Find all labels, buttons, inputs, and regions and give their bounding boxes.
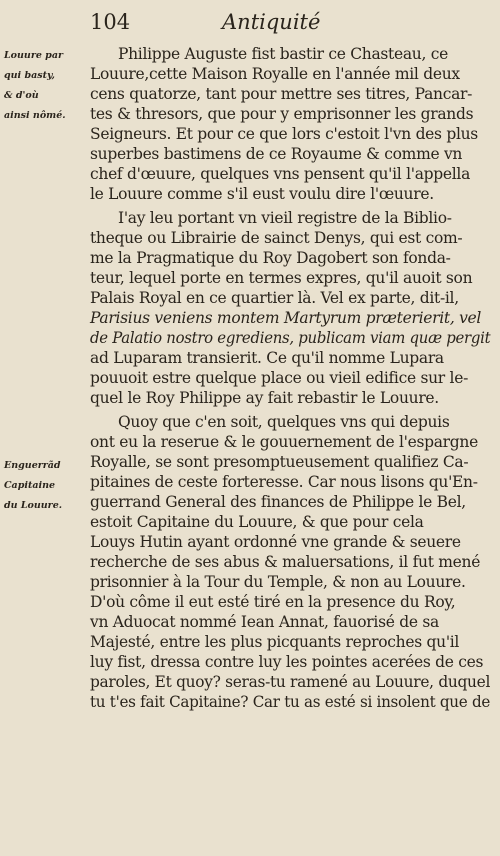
text-line: Majesté, entre les plus picquants reproches qu'il xyxy=(90,633,460,651)
text-line: ont eu la reserue & le gouuernement de l'espargne xyxy=(90,433,478,451)
page-header xyxy=(90,10,490,38)
margin-note: ainsi nômé. xyxy=(4,110,66,121)
text-line: tes & thresors, que pour y emprisonner les grands xyxy=(90,105,474,123)
running-title: Antiquité xyxy=(222,10,321,34)
text-line: Palais Royal en ce quartier là. Vel ex parte, dit-il, xyxy=(90,289,459,307)
text-line: pouuoit estre quelque place ou vieil edifice sur le- xyxy=(90,369,469,387)
text-line: theque ou Librairie de sainct Denys, qui est com- xyxy=(90,229,463,247)
margin-note: & d'où xyxy=(4,90,39,101)
text-line: Philippe Auguste fist bastir ce Chasteau, ce xyxy=(118,45,448,63)
text-line: guerrand General des finances de Philippe le Bel, xyxy=(90,493,466,511)
margin-note: Enguerrãd xyxy=(4,460,61,471)
text-line: chef d'œuure, quelques vns pensent qu'il l'appella xyxy=(90,165,471,183)
text-line: superbes bastimens de ce Royaume & comme vn xyxy=(90,145,463,163)
text-line: paroles, Et quoy? seras-tu ramené au Louure, duquel xyxy=(90,673,491,691)
text-line: Louys Hutin ayant ordonné vne grande & seuere xyxy=(90,533,461,551)
page-number: 104 xyxy=(90,10,131,34)
text-line: vn Aduocat nommé Iean Annat, fauorisé de sa xyxy=(90,613,439,631)
text-line: D'où côme il eut esté tiré en la presence du Roy, xyxy=(90,593,456,611)
text-line: cens quatorze, tant pour mettre ses titres, Pancar- xyxy=(90,85,473,103)
text-line: prisonnier à la Tour du Temple, & non au Louure. xyxy=(90,573,466,591)
margin-note: Capitaine xyxy=(4,480,56,491)
margin-note: du Louure. xyxy=(4,500,63,511)
text-line: recherche de ses abus & maluersations, il fut mené xyxy=(90,553,481,571)
text-line: quel le Roy Philippe ay fait rebastir le Louure. xyxy=(90,389,439,407)
latin-quote-line: de Palatio nostro egrediens, publicam viam quæ pergit xyxy=(90,329,491,347)
margin-note: Louure par xyxy=(4,50,63,61)
text-line: I'ay leu portant vn vieil registre de la Biblio- xyxy=(118,209,452,227)
text-line: me la Pragmatique du Roy Dagobert son fonda- xyxy=(90,249,451,267)
text-line: teur, lequel porte en termes expres, qu'il auoit son xyxy=(90,269,473,287)
text-line: luy fist, dressa contre luy les pointes acerées de ces xyxy=(90,653,484,671)
latin-quote-line: Parisius veniens montem Martyrum præterierit, vel xyxy=(90,309,482,327)
text-line: estoit Capitaine du Louure, & que pour cela xyxy=(90,513,424,531)
text-line: ad Luparam transierit. Ce qu'il nomme Lupara xyxy=(90,349,444,367)
text-line: Royalle, se sont presomptueusement qualifiez Ca- xyxy=(90,453,469,471)
text-line: tu t'es fait Capitaine? Car tu as esté si insolent que de xyxy=(90,693,491,711)
text-line: Seigneurs. Et pour ce que lors c'estoit l'vn des plus xyxy=(90,125,478,143)
margin-note: qui basty, xyxy=(4,70,55,81)
text-line: Louure,cette Maison Royalle en l'année mil deux xyxy=(90,65,460,83)
text-line: le Louure comme s'il eust voulu dire l'œuure. xyxy=(90,185,434,203)
text-line: pitaines de ceste forteresse. Car nous lisons qu'En- xyxy=(90,473,478,491)
text-line: Quoy que c'en soit, quelques vns qui depuis xyxy=(118,413,450,431)
